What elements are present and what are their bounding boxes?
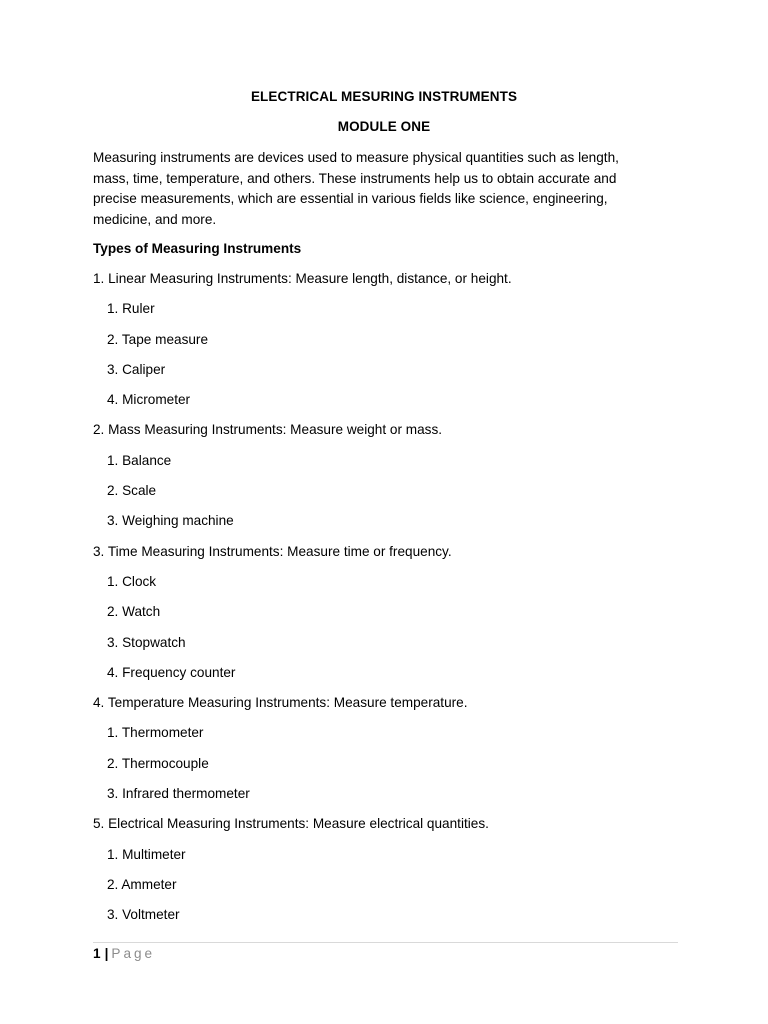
list-item: 3. Voltmeter (107, 907, 180, 923)
page-number: 1 (93, 946, 101, 961)
list-item: 4. Micrometer (107, 392, 191, 408)
page-footer (93, 946, 155, 961)
list-item: 1. Ruler (107, 301, 155, 317)
list-item: 2. Thermocouple (107, 755, 209, 771)
footer-divider (93, 942, 678, 943)
document-subtitle: MODULE ONE (337, 119, 431, 134)
list-item: 4. Frequency counter (107, 664, 236, 680)
list-item: 1. Balance (107, 452, 172, 468)
category-electrical: 5. Electrical Measuring Instruments: Measure electrical quantities. (93, 816, 489, 832)
list-item: 1. Clock (107, 573, 157, 589)
document-title: ELECTRICAL MESURING INSTRUMENTS (250, 89, 518, 104)
footer-separator: | (104, 946, 109, 961)
list-item: 3. Caliper (107, 361, 166, 377)
page-label: Page (111, 946, 156, 961)
list-item: 2. Scale (107, 483, 157, 499)
category-temperature: 4. Temperature Measuring Instruments: Measure temperature. (93, 695, 468, 711)
types-heading: Types of Measuring Instruments (93, 241, 302, 256)
list-item: 2. Watch (107, 604, 161, 620)
list-item: 2. Tape measure (107, 331, 209, 347)
list-item: 2. Ammeter (107, 876, 177, 892)
category-mass: 2. Mass Measuring Instruments: Measure weight or mass. (93, 422, 443, 438)
list-item: 3. Weighing machine (107, 513, 234, 529)
category-linear: 1. Linear Measuring Instruments: Measure length, distance, or height. (93, 271, 512, 286)
instrument-list (93, 271, 673, 938)
list-item: 1. Thermometer (107, 725, 204, 741)
list-item: 3. Infrared thermometer (107, 786, 250, 802)
intro-paragraph: Measuring instruments are devices used to measure physical quantities such as length, mass, time, temperature, and others. These instruments help us to obtain accurate and precise measurements, which are essential in various fields like science, engineering, medicine, and more. (93, 150, 619, 227)
category-time: 3. Time Measuring Instruments: Measure time or frequency. (93, 543, 452, 559)
list-item: 1. Multimeter (107, 846, 186, 862)
list-item: 3. Stopwatch (107, 634, 186, 650)
